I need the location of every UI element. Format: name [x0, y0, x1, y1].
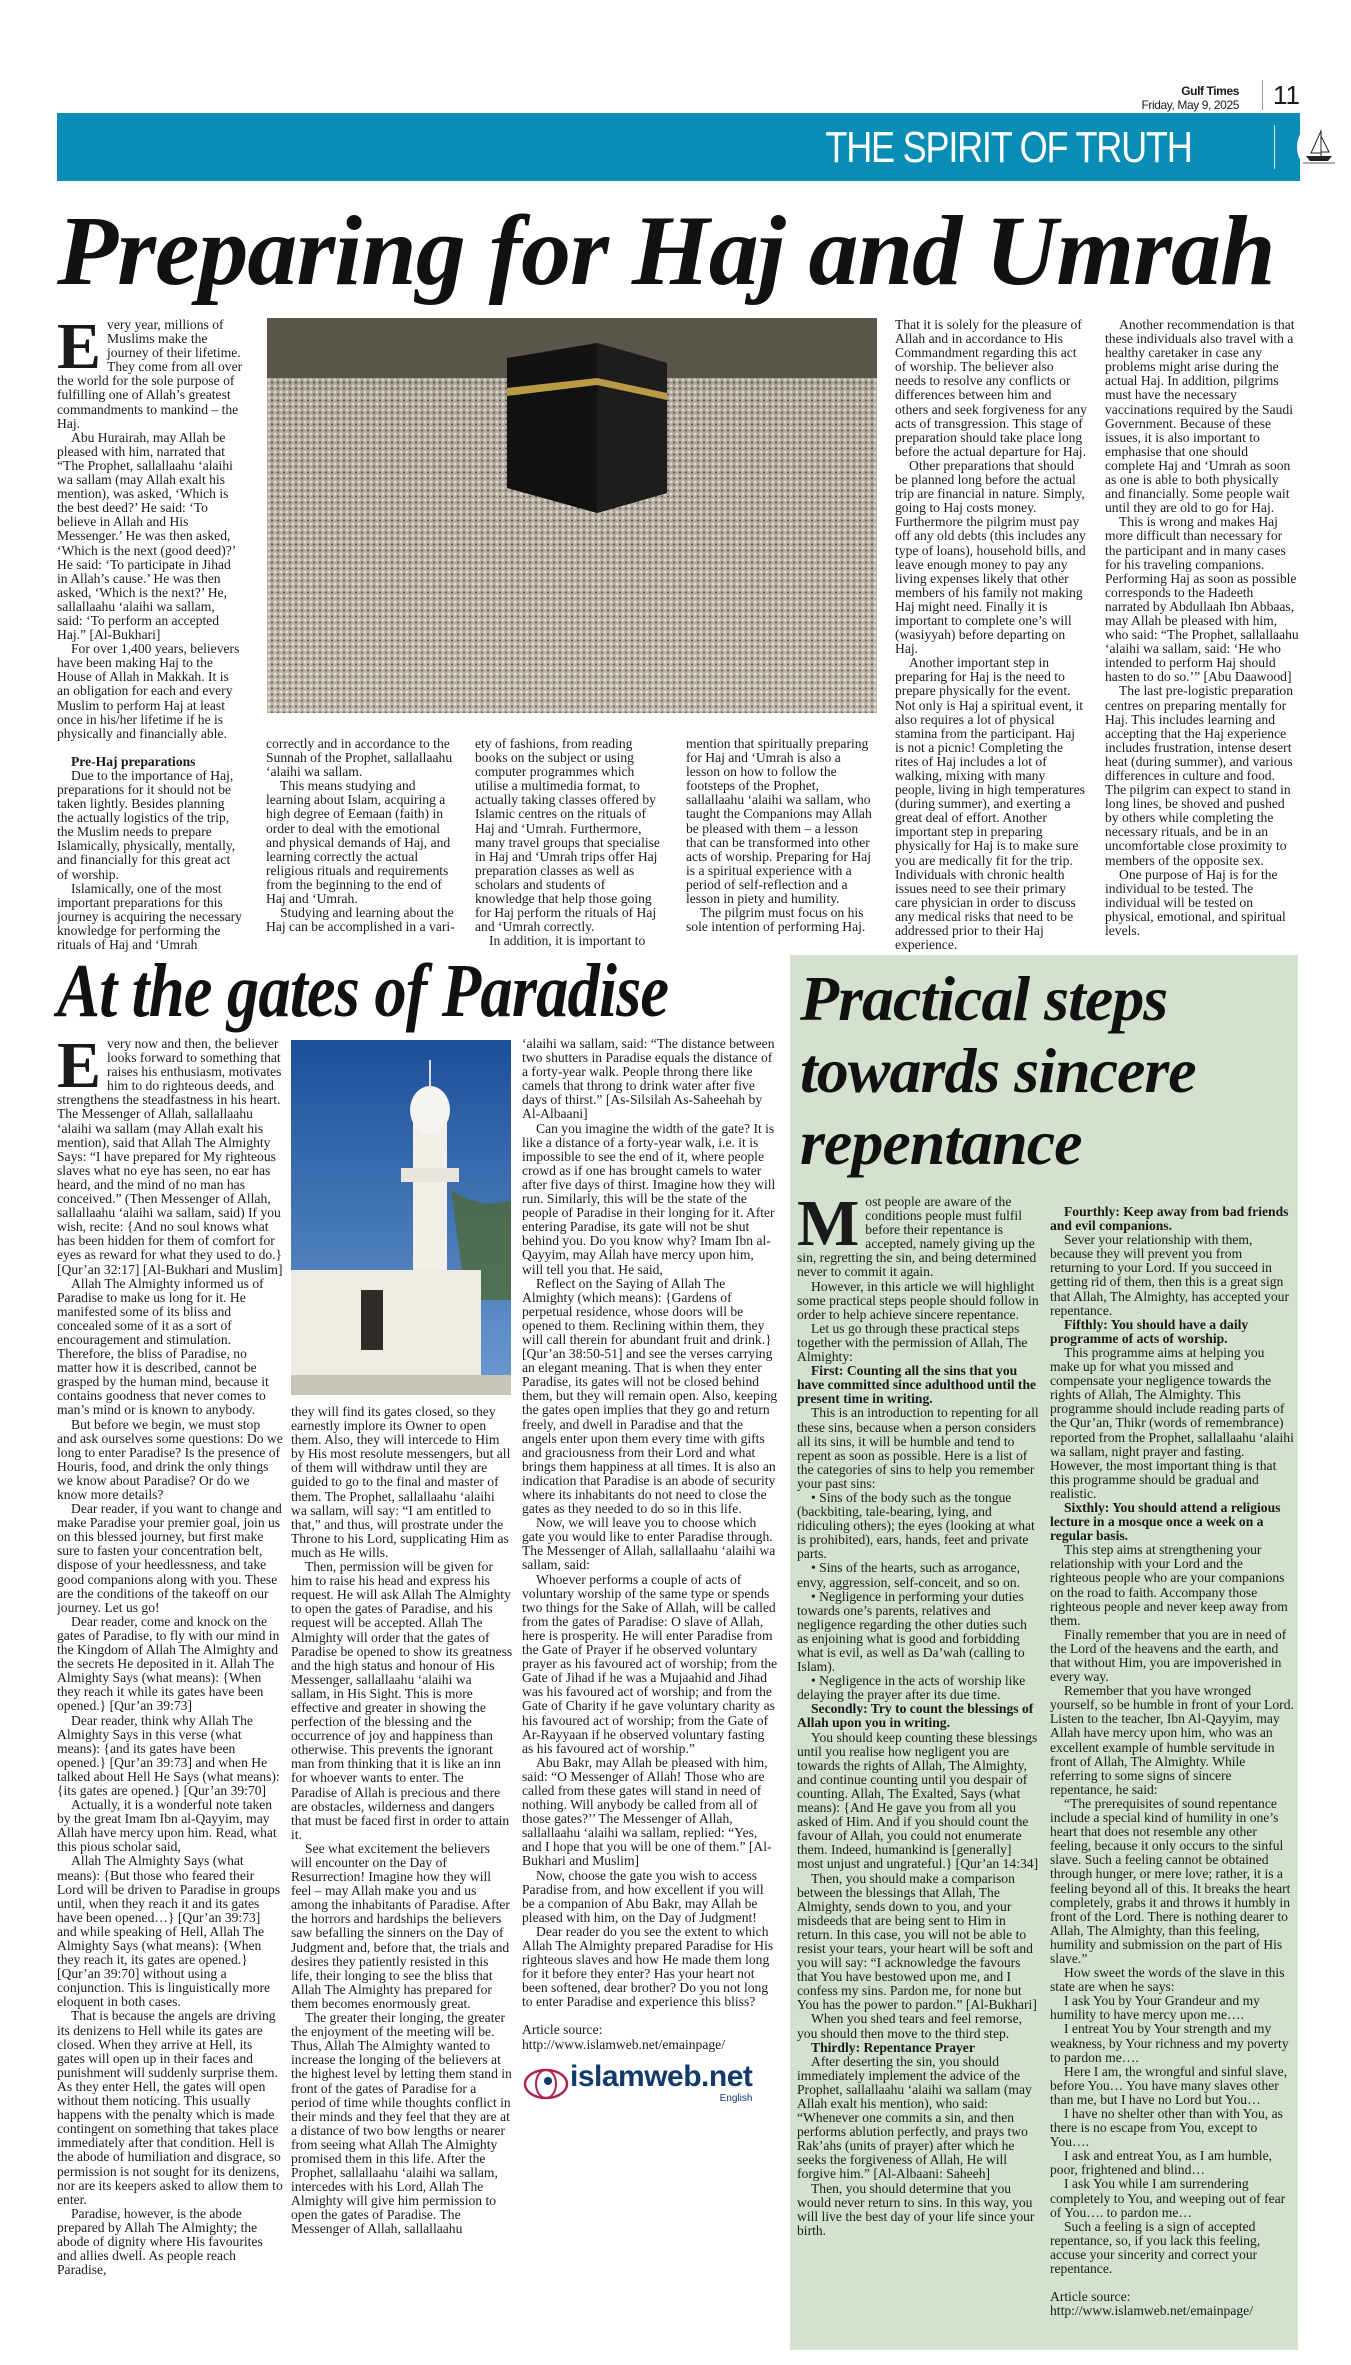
logo-subtitle: English	[719, 2092, 753, 2104]
paragraph	[1050, 2149, 1294, 2177]
paragraph	[797, 1731, 1040, 1872]
paragraph-text: I ask You while I am surrendering completely to You, and weeping out of fear of You…. to pardon me…	[1050, 2176, 1286, 2220]
paragraph-text: Then, you should determine that you would never return to sins. In this way, you will live the best day of your life since your birth.	[797, 2180, 1035, 2238]
paragraph-text: But before we begin, we must stop and ask ourselves some questions: Do we long to enter Paradise? Is the presence of Houris, food, and drink the only things we know about Paradise? Or do we know more details?	[57, 1416, 283, 1502]
paragraph-text: • Sins of the hearts, such as arrogance, envy, aggression, self-conceit, and so on.	[797, 1560, 1020, 1590]
paragraph	[797, 1561, 1040, 1589]
paragraph	[797, 1590, 1040, 1675]
article-headline: Practical steps towards sincere repentance	[800, 963, 1196, 1178]
paragraph	[522, 1516, 778, 1572]
paragraph-text: • Negligence in performing your duties towards one’s parents, relatives and negligence regarding the other duties such as enjoining what is good and forbidding what is evil, as well as Da’wah (calling to Islam).	[797, 1588, 1027, 1675]
paragraph-text: Another important step in preparing for Haj is the need to prepare physically for the event. Not only is Haj a spiritual event, it also requires a lot of physical stamina from the participant. Haj is not a picnic! Completing the rites of Haj includes a lot of walking, mixing with many people, living in high temperatures (during summer), and exerting a great deal of effort. Another important step in preparing physically for Haj is to make sure you are medically fit for the trip. Individuals with chronic health issues need to see their primary care physician in order to discuss any medical risks that need to be addressed prior to their Haj experience.	[895, 655, 1085, 953]
paragraph-text: After deserting the sin, you should immediately implement the advice of the Prophet, sallallaahu ‘alaihi wa sallam (may Allah exalt his mention), who said: “Whenever one commits a sin, and then performs ablution perfectly, and prays two Rak’ahs (units of prayer) after which he seeks the forgiveness of Allah, He will forgive him.” [Al-Albaani: Saheeh]	[797, 2053, 1032, 2182]
paragraph-text: I ask and entreat You, as I am humble, poor, frightened and blind…	[1050, 2148, 1273, 2178]
paragraph-text: • Negligence in the acts of worship like delaying the prayer after its due time.	[797, 1673, 1026, 1703]
paragraph-text: Fourthly: Keep away from bad friends and evil companions.	[1050, 1205, 1289, 1234]
paragraph-text: ost people are aware of the conditions people must fulfil before their repentance is accepted, namely giving up the sin, regretting the sin, and being determined never to commit it again.	[797, 1195, 1037, 1280]
paragraph-text: In addition, it is important to	[489, 933, 646, 949]
paragraph-text: Islamically, one of the most important preparations for this journey is acquiring the necessary knowledge for performing the rituals of Haj and ‘Umrah	[57, 880, 242, 953]
paragraph-text: Such a feeling is a sign of accepted repentance, so, if you lack this feeling, accuse your sincerity and correct your repentance.	[1050, 2218, 1261, 2277]
paragraph-text: Sever your relationship with them, because they will prevent you from returning to your Lord. If you succeed in getting rid of them, then this is a great sign that Allah, The Almighty, has accepted your repentance.	[1050, 1232, 1289, 1318]
paragraph-text: Actually, it is a wonderful note taken by the great Imam Ibn al-Qayyim, may Allah have mercy upon him. Read, what this pious scholar said,	[57, 1797, 277, 1855]
paragraph-text: Sixthly: You should attend a religious lecture in a mosque once a week on a regular basis.	[1050, 1499, 1281, 1544]
paragraph	[1105, 684, 1299, 867]
paragraph	[1105, 515, 1299, 684]
paragraph-text: Due to the importance of Haj, preparations for it should not be taken lightly. Besides planning the actually logistics of the trip, the Muslim needs to prepare Islamically, physically, mentally, and financially for this great act of worship.	[57, 767, 236, 882]
paragraph	[57, 318, 243, 431]
band-divider	[1274, 125, 1275, 169]
paragraph-text: Let us go through these practical steps together with the permission of Allah, The Almighty:	[797, 1320, 1028, 1365]
paragraph-text: Finally remember that you are in need of the Lord of the heavens and the earth, and that without Him, you are impoverished in every way.	[1050, 1626, 1287, 1685]
paragraph	[266, 737, 458, 779]
paragraph-text: Studying and learning about the Haj can be accomplished in a vari-	[266, 905, 455, 935]
masthead	[1141, 84, 1239, 112]
paragraph	[895, 656, 1087, 952]
paragraph	[797, 1195, 1040, 1280]
paragraph	[1105, 868, 1299, 938]
paragraph-text[interactable]: Article source: http://www.islamweb.net/emainpage/	[1050, 2289, 1253, 2319]
paragraph	[1050, 1628, 1294, 1684]
subheading	[797, 2041, 1040, 2055]
paragraph	[686, 906, 878, 934]
paragraph	[57, 1037, 283, 1277]
paragraph-text: Now, choose the gate you wish to access Paradise from, and how excellent if you will be a companion of Abu Bakr, may Allah be pleased with him, on the Day of Judgment!	[522, 1867, 764, 1925]
paragraph-text: I entreat You by Your strength and my weakness, by Your richness and my poverty to pardon me….	[1050, 2021, 1289, 2065]
section-band	[57, 113, 1300, 181]
paragraph-text: Secondly: Try to count the blessings of Allah upon you in writing.	[797, 1701, 1034, 1731]
paragraph-text: I have no shelter other than with You, as there is no escape from You, except to You….	[1050, 2106, 1283, 2150]
paragraph-text: First: Counting all the sins that you have committed since adulthood until the present time in writing.	[797, 1363, 1037, 1407]
paragraph-text: This is wrong and makes Haj more difficult than necessary for the participant and in many cases for his traveling companions. Performing Haj as soon as possible corresponds to the Hadeeth narrated by Abdullaah Ibn Abbaas, may Allah be pleased with him, who said: “The Prophet, sallallaahu ‘alaihi wa sallam, said: ‘He who intended to perform Haj should hasten to do so.’” [Abu Daawood]	[1105, 514, 1299, 685]
subheading	[57, 755, 243, 769]
paragraph-text: One purpose of Haj is for the individual to be tested. The individual will be tested on physical, emotional, and spiritual levels.	[1105, 866, 1286, 939]
article-source-link[interactable]	[1050, 2290, 1294, 2318]
islamweb-logo	[522, 2059, 778, 2106]
paragraph-text: This means studying and learning about Islam, acquiring a high degree of Eemaan (faith) in order to deal with the emotional and physical demands of Haj, and learning correctly the actual religious rituals and requirements from the beginning to the end of Haj and ‘Umrah.	[266, 778, 451, 907]
paragraph-text: This step aims at strengthening your relationship with your Lord and the righteous people who are your companions on the road to faith. Accompany those righteous people and never keep away from them.	[1050, 1542, 1288, 1628]
paragraph-text: See what excitement the believers will encounter on the Day of Resurrection! Imagine how they will feel – may Allah make you and us among the inhabitants of Paradise. After the horrors and hardships the believers saw befalling the sinners on the Day of Judgment and, before that, the trials and desires they patiently resisted in this life, their longing to see the bliss that Allah The Almighty has prepared for them becomes enormously great.	[291, 1840, 510, 2011]
paragraph	[57, 1854, 283, 2009]
paragraph	[291, 1405, 513, 1560]
paragraph-text: very year, millions of Muslims make the journey of their lifetime. They come from all over the world for the sole purpose of fulfilling one of Allah’s greatest commandments to mankind – the Haj.	[57, 318, 243, 431]
paragraph	[895, 318, 1087, 459]
paragraph	[1050, 2022, 1294, 2064]
article-column	[1050, 1205, 1294, 2345]
islamweb-emblem-icon	[522, 2067, 570, 2101]
paragraph-text: Paradise, however, is the abode prepared by Allah The Almighty; the abode of dignity where His favourites and allies dwell. As people reach Paradise,	[57, 2205, 263, 2278]
paragraph	[522, 1122, 778, 1277]
paragraph	[291, 1842, 513, 2011]
logo-wordmark: islamweb.net	[570, 2059, 753, 2093]
paragraph-text[interactable]: Article source: http://www.islamweb.net/emainpage/	[522, 2022, 725, 2052]
paragraph	[57, 882, 243, 952]
paragraph	[291, 2011, 513, 2237]
paragraph	[1050, 1233, 1294, 1318]
paragraph-text: Dear reader, if you want to change and make Paradise your premier goal, join us on this blessed journey, but first make sure to fasten your concentration belt, dispose of your heedlessness, and take good companions along with you. These are the conditions of the takeoff on our journey. Let us go!	[57, 1501, 282, 1615]
article-column	[797, 1195, 1040, 2345]
paragraph-text: Another recommendation is that these individuals also travel with a healthy caretaker in case any problems might arise during the actual Haj. In addition, pilgrims must have the necessary vaccinations required by the Saudi Government. Because of these issues, it is also important to emphasise that one should complete Haj and ‘Umrah as soon as one is able to both physically and financially. Some people wait until they are old to go for Haj.	[1105, 318, 1295, 516]
dhow-ship-icon	[1297, 122, 1341, 172]
paragraph	[1050, 2177, 1294, 2219]
paragraph	[1050, 1994, 1294, 2022]
paragraph	[797, 1406, 1040, 1491]
paragraph	[797, 1322, 1040, 1364]
paragraph-text: Pre-Haj preparations	[71, 753, 196, 769]
paragraph-text: Remember that you have wronged yourself, so be humble in front of your Lord. Listen to the teacher, Ibn Al-Qayyim, may Allah have mercy upon him, who was an excellent example of humble servitude in front of Allah, The Almighty. While referring to some signs of sincere repentance, he said:	[1050, 1683, 1294, 1797]
paragraph-text: For over 1,400 years, believers have been making Haj to the House of Allah in Makkah. It is an obligation for each and every Muslim to perform Haj at least once in his/her lifetime if he is physically and financially able.	[57, 641, 240, 741]
paragraph-text: “The prerequisites of sound repentance include a special kind of humility in one’s heart that does not resemble any other feeling, because it only occurs to the sinful slave. Such a feeling cannot be obtained through hunger, or mere love; rather, it is a feeling beyond all of this. It breaks the heart completely, grabs it and throws it humbly in front of the Lord. There is nothing dearer to Allah, The Almighty, than this feeling, humility and submission on the part of His slave.”	[1050, 1795, 1291, 1966]
paragraph	[1105, 318, 1299, 515]
paragraph-text: This is an introduction to repenting for all these sins, because when a person considers all its sins, it will be humble and tend to repent as soon as possible. Here is a list of the categories of sins to help you remember your past sins:	[797, 1405, 1039, 1491]
article-column	[291, 1405, 513, 2350]
paragraph	[57, 1798, 283, 1854]
paragraph	[1050, 2220, 1294, 2276]
mosque-minaret-photo	[291, 1040, 511, 1395]
section-title: THE SPIRIT OF TRUTH	[825, 123, 1192, 172]
paragraph	[1050, 2065, 1294, 2107]
paragraph-text: You should keep counting these blessings until you realise how negligent you are towards the rights of Allah, The Almighty, and continue counting until you despair of counting. Allah, The Exalted, Says (what means): {And He gave you from all you asked of Him. And if you should count the favour of Allah, you could not enumerate them. Indeed, humankind is [generally] most unjust and ungrateful.} [Qur’an 14:34]	[797, 1729, 1039, 1872]
paragraph-text: • Sins of the body such as the tongue (backbiting, tale-bearing, lying, and ridiculing others); the eyes (looking at what is prohibited), ears, hands, feet and private parts.	[797, 1489, 1035, 1562]
paragraph	[522, 1925, 778, 2010]
paragraph-text: ety of fashions, from reading books on the subject or using computer programmes which utilise a multimedia format, to actually taking classes offered by Islamic centres on the rituals of Haj and ‘Umrah. Furthermore, many travel groups that specialise in Haj and ‘Umrah trips offer Haj preparation classes as well as scholars and students of knowledge that help those going for Haj perform the rituals of Haj and ‘Umrah correctly.	[475, 737, 660, 935]
paragraph-text: Reflect on the Saying of Allah The Almighty (which means): {Gardens of perpetual residence, whose doors will be opened to them. Reclining within them, they will call therein for abundant fruit and drink.} [Qur’an 38:50-51] and see the verses carrying an elegant meaning. That is when they enter Paradise, its gates will not be closed behind them, but they will remain open. Also, keeping the gates open implies that they go and return freely, and dwell in Paradise and that the angels enter upon them every time with gifts and graciousness from their Lord and what brings them happiness at all times. It is also an indication that Paradise is an abode of security where its inhabitants do not need to close the gates as they needed to do so in this life.	[522, 1275, 778, 1517]
paragraph	[797, 2055, 1040, 2182]
paragraph	[266, 906, 458, 934]
article-column	[57, 1037, 283, 2347]
paragraph-text: Then, you should make a comparison between the blessings that Allah, The Almighty, sends down to you, and your misdeeds that are being sent to Him in return. In this case, you will not be able to resist your tears, your heart will be soft and you will say: “I acknowledge the favours that You have bestowed upon me, and I confess my sins. Pardon me, for none but You has the power to pardon.” [Al-Bukhari]	[797, 1870, 1037, 2013]
paragraph	[895, 459, 1087, 656]
subheading	[1050, 1318, 1294, 1346]
paragraph-text: That it is solely for the pleasure of Allah and in accordance to His Commandment regarding this act of worship. The believer also needs to resolve any conflicts or differences between him and others and seek forgiveness for any acts of transgression. This stage of preparation should take place long before the actual departure for Haj.	[895, 318, 1087, 459]
paragraph	[1050, 1966, 1294, 1994]
paragraph-text: Other preparations that should be planned long before the actual trip are financial in nature. Simply, going to Haj costs money. Furthermore the pilgrim must pay off any old debts (this includes any type of loans), household bills, and leave enough money to pay any living expenses likely that other members of his family not making Haj might need. Finally it is important to complete one’s will (wasiyyah) before departing on Haj.	[895, 457, 1086, 657]
paragraph	[57, 2207, 283, 2277]
paragraph	[797, 2182, 1040, 2238]
paragraph	[57, 1615, 283, 1714]
subheading	[1050, 1205, 1294, 1233]
paragraph-text: Dear reader, come and knock on the gates of Paradise, to fly with our mind in the Kingdom of Allah The Almighty and the secrets He deposited in it. Allah The Almighty Says (what means): {When they reach it while its gates have been opened.} [Qur’an 39:73]	[57, 1613, 280, 1714]
paragraph	[522, 1869, 778, 1925]
paragraph-text: However, in this article we will highlight some practical steps people should follow in order to help achieve sincere repentance.	[797, 1278, 1039, 1322]
paragraph-text: Then, permission will be given for him to raise his head and express his request. He will ask Allah The Almighty to open the gates of Paradise, and his request will be accepted. Allah The Almighty will order that the gates of Paradise be opened to show its greatness and the high status and honour of His Messenger, sallallaahu ‘alaihi wa sallam, in His Sight. This is more effective and greater in showing the perfection of the blessing and the occurrence of joy and happiness than otherwise. This prevents the ignorant man from thinking that it is like an inn for whoever wants to enter. The Paradise of Allah is precious and there are obstacles, wilderness and dangers that must be faced first in order to attain it.	[291, 1559, 513, 1842]
article-column	[522, 1037, 778, 2347]
page-number: 11	[1262, 80, 1300, 110]
paragraph-text: I ask You by Your Grandeur and my humility to have mercy upon me….	[1050, 1993, 1260, 2023]
article-source-link[interactable]	[522, 2023, 778, 2051]
paragraph-text: The last pre-logistic preparation centres on preparing mentally for Haj. This includes learning and accepting that the Haj experience includes frustration, intense desert heat (during summer), and various differences in culture and food. The pilgrim can expect to stand in long lines, be shoved and pushed by others while completing the necessary rituals, and be in an uncomfortable close proximity to members of the opposite sex.	[1105, 683, 1294, 868]
paragraph-text: very now and then, the believer looks forward to something that raises his enthusiasm, motivates him to do righteous deeds, and strengthens the steadfastness in his heart. The Messenger of Allah, sallallaahu ‘alaihi wa sallam (may Allah exalt his mention), said that Allah The Almighty Says: “I have prepared for My righteous slaves what no eye has seen, no ear has heard, and the mind of no man has conceived.” (Then Messenger of Allah, sallallaahu ‘alaihi wa sallam, said) If you wish, recite: {And no soul knows what has been hidden for them of comfort for eyes as reward for what they used to do.} [Qur’an 32:17] [Al-Bukhari and Muslim]	[57, 1037, 283, 1277]
paragraph-text: Here I am, the wrongful and sinful slave, before You… You have many slaves other than me, but I have no Lord but You…	[1050, 2063, 1288, 2107]
paragraph	[475, 737, 667, 934]
paragraph	[291, 1560, 513, 1842]
paragraph	[266, 779, 458, 906]
paragraph-text: Dear reader, think why Allah The Almighty Says in this verse (what means): {and its gates have been opened.} [Qur’an 39:73] and when He talked about Hell He Says (what means): {its gates are opened.} [Qur’an 39:70]	[57, 1712, 280, 1798]
paragraph-text: The pilgrim must focus on his sole intention of performing Haj.	[686, 905, 866, 935]
paragraph-text: Allah The Almighty informed us of Paradise to make us long for it. He manifested some of its bliss and concealed some of it as a sort of encouragement and stimulation. Therefore, the bliss of Paradise, no matter how it is described, cannot be grasped by the human mind, because it contains goodness that never comes to man’s mind or is known to anybody.	[57, 1275, 269, 1418]
paragraph	[57, 431, 243, 642]
paragraph-text: How sweet the words of the slave in this state are when he says:	[1050, 1965, 1285, 1995]
paragraph	[1050, 2107, 1294, 2149]
paragraph	[522, 1573, 778, 1756]
paragraph	[57, 642, 243, 741]
paragraph	[1050, 1346, 1294, 1501]
paragraph-text: mention that spiritually preparing for Haj and ‘Umrah is also a lesson on how to follow the footsteps of the Prophet, sallallaahu ‘alaihi wa sallam, who taught the Companions may Allah be pleased with them – a lesson that can be transformed into other acts of worship. Preparing for Haj is a spiritual experience with a period of self-reflection and a lesson in piety and humility.	[686, 737, 872, 907]
paragraph-text: Dear reader do you see the extent to which Allah The Almighty prepared Paradise for His righteous slaves and how He made them long for it before they enter? Has your heart not been softened, dear brother? Do you not long to enter Paradise and experience this bliss?	[522, 1923, 774, 2010]
paragraph-text: ‘alaihi wa sallam, said: “The distance between two shutters in Paradise equals the distance of a forty-year walk. People throng there like camels that throng to drink water after five days of thirst.” [As-Silsilah As-Saheehah by Al-Albaani]	[522, 1037, 775, 1122]
paragraph	[57, 769, 243, 882]
paragraph-text: Allah The Almighty Says (what means): {But those who feared their Lord will be driven to Paradise in groups until, when they reach it and its gates have been opened…} [Qur’an 39:73] and while speaking of Hell, Allah The Almighty Says (what means): {When they reach it, its gates are opened.} [Qur’an 39:70] without using a conjunction. This is linguistically more eloquent in both cases.	[57, 1853, 281, 2010]
paragraph-text: Whoever performs a couple of acts of voluntary worship of the same type or spends two things for the Sake of Allah, will be called from the gates of Paradise: O slave of Allah, here is prosperity. He will enter Paradise from the Gate of Prayer if he observed voluntary prayer as his favoured act of worship; from the Gate of Jihad if he was a Mujaahid and Jihad was his favoured act of worship; and from the Gate of Charity if he gave voluntary charity as his favoured act of worship; from the Gate of Ar-Rayyaan if he observed voluntary fasting as his favoured act of worship.”	[522, 1571, 778, 1756]
paragraph-text: Abu Hurairah, may Allah be pleased with him, narrated that “The Prophet, sallallaahu ‘alaihi wa sallam (may Allah exalt his mention), was asked, ‘Which is the best deed?’ He said: ‘To believe in Allah and His Messenger.’ He was then asked, ‘Which is the next (good deed)?’ He said: ‘To participate in Jihad in Allah’s cause.’ He was then asked, ‘Which is the next?’ He, sallallaahu ‘alaihi wa sallam, said: ‘To perform an accepted Haj.” [Al-Bukhari]	[57, 429, 236, 643]
paragraph-text: Fifthly: You should have a daily programme of acts of worship.	[1050, 1316, 1249, 1346]
subheading	[797, 1702, 1040, 1730]
drop-cap: E	[57, 1037, 102, 1102]
paragraph-text: When you shed tears and feel remorse, you should then move to the third step.	[797, 2011, 1022, 2041]
subheading	[1050, 1501, 1294, 1543]
paragraph	[797, 1674, 1040, 1702]
issue-date: Friday, May 9, 2025	[1141, 98, 1239, 112]
paragraph	[522, 1756, 778, 1869]
paragraph	[57, 1714, 283, 1799]
kaaba-crowd-photo	[267, 318, 877, 713]
paragraph-text: The greater their longing, the greater the enjoyment of the meeting will be. Thus, Allah The Almighty wanted to increase the longing of the believers at the highest level by letting them stand in front of the gates of Paradise for a period of time while thoughts conflict in their minds and they feel that they are at a distance of two bow lengths or nearer from seeing what Allah The Almighty promised them in this life. After the Prophet, sallallaahu ‘alaihi wa sallam, intercedes with his Lord, Allah The Almighty will give him permission to open the gates of Paradise. The Messenger of Allah, sallallaahu	[291, 2010, 512, 2237]
paragraph-text: they will find its gates closed, so they earnestly implore its Owner to open them. Also, they will intercede to Him by His most resolute messengers, but all of them will withdraw until they are guided to go to the final and master of them. The Prophet, sallallaahu ‘alaihi wa sallam, will say: “I am entitled to that,” and thus, will prostrate under the Throne to his Lord, supplicating Him as much as He wills.	[291, 1405, 511, 1560]
paragraph	[522, 1037, 778, 1122]
article-headline: Preparing for Haj and Umrah	[57, 195, 1275, 306]
paragraph	[686, 737, 878, 906]
paragraph-text: Abu Bakr, may Allah be pleased with him, said: “O Messenger of Allah! Those who are called from these gates will stand in need of nothing. Will anybody be called from all of those gates?’’ The Messenger of Allah, sallallaahu ‘alaihi wa sallam, replied: “Yes, and I hope that you will be one of them.” [Al-Bukhari and Muslim]	[522, 1754, 772, 1869]
newspaper-name: Gulf Times	[1181, 84, 1239, 98]
paragraph	[797, 1491, 1040, 1561]
paragraph	[57, 1277, 283, 1418]
drop-cap: E	[57, 318, 102, 383]
paragraph	[57, 1502, 283, 1615]
paragraph-text: Now, we will leave you to choose which gate you would like to enter Paradise through. The Messenger of Allah, sallallaahu ‘alaihi wa sallam, said:	[522, 1515, 776, 1573]
paragraph-text: Can you imagine the width of the gate? It is like a distance of a forty-year walk, i.e. it is impossible to see the end of it, where people crowd as if one has brought camels to water after five days of thirst. Imagine how they will run. Similarly, this will be the state of the people of Paradise in their longing for it. After entering Paradise, its gate will not be shut behind you. Do you know why? Imam Ibn al-Qayyim, may Allah have mercy upon him, will tell you that. He said,	[522, 1120, 776, 1277]
paragraph-text: That is because the angels are driving its denizens to Hell while its gates are closed. When they arrive at Hell, its gates will open up in their faces and punishment will suddenly surprise them. As they enter Hell, the gates will open without them noticing. This usually happens with the penalty which is made contingent on something that takes place immediately after that condition. Hell is the abode of humiliation and disgrace, so permission is not sought for its denizens, nor are its keepers asked to allow them to enter.	[57, 2008, 283, 2207]
paragraph	[797, 2012, 1040, 2040]
paragraph	[1050, 1543, 1294, 1628]
paragraph-text: This programme aims at helping you make up for what you missed and compensate your negligence towards the rights of Allah, The Almighty. This programme should include reading parts of the Qur’an, Thikr (words of remembrance) reported from the Prophet, sallallaahu ‘alaihi wa sallam, night prayer and fasting. However, the most important thing is that this programme should be gradual and realistic.	[1050, 1344, 1294, 1501]
paragraph	[797, 1872, 1040, 2013]
paragraph-text: Thirdly: Repentance Prayer	[811, 2039, 975, 2055]
paragraph-text: correctly and in accordance to the Sunnah of the Prophet, sallallaahu ‘alaihi wa sallam.	[266, 737, 453, 780]
paragraph	[1050, 1684, 1294, 1797]
paragraph	[797, 1280, 1040, 1322]
article-headline: At the gates of Paradise	[57, 949, 669, 1033]
paragraph	[57, 2009, 283, 2206]
paragraph	[57, 1418, 283, 1503]
paragraph	[475, 934, 667, 948]
paragraph	[1050, 1797, 1294, 1966]
drop-cap: M	[797, 1195, 860, 1260]
subheading	[797, 1364, 1040, 1406]
paragraph	[522, 1277, 778, 1517]
